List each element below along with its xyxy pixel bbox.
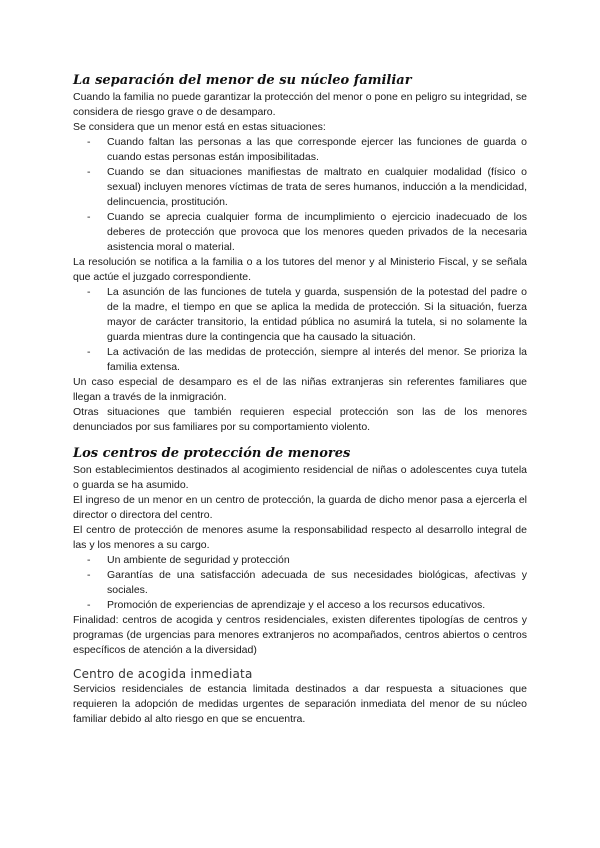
list-item: - Cuando faltan las personas a las que corresponde ejercer las funciones de guarda o cuando estas personas están imposibilitadas. [107, 135, 527, 165]
subsection-title-acogida: Centro de acogida inmediata [73, 667, 253, 681]
paragraph: Se considera que un menor está en estas situaciones: [73, 121, 326, 133]
bullet-list [73, 135, 527, 255]
paragraph: Un caso especial de desamparo es el de las niñas extranjeras sin referentes familiares que llegan a través de la inmigración. [73, 376, 527, 403]
bullet-list [73, 553, 527, 613]
paragraph: Otras situaciones que también requieren especial protección son las de los menores denunciados por sus familiares por su comportamiento violento. [73, 406, 527, 433]
paragraph: El centro de protección de menores asume la responsabilidad respecto al desarrollo integral de las y los menores a su cargo. [73, 524, 527, 551]
list-item: - Promoción de experiencias de aprendizaje y el acceso a los recursos educativos. [107, 598, 527, 613]
document-content [73, 72, 527, 727]
paragraph: Servicios residenciales de estancia limitada destinados a dar respuesta a situaciones que requieren la adopción de medidas urgentes de separación inmediata del menor de su núcleo familiar debido al alto riesgo en que se encuentra. [73, 683, 527, 725]
list-item: - Cuando se dan situaciones manifiestas de maltrato en cualquier modalidad (físico o sexual) incluyen menores víctimas de trata de seres humanos, inducción a la mendicidad, delincuencia, prostitución. [107, 165, 527, 210]
paragraph: Finalidad: centros de acogida y centros residenciales, existen diferentes tipologías de centros y programas (de urgencias para menores extranjeros no acompañados, centros abiertos o centros específicos de atención a la diversidad) [73, 614, 527, 656]
section-title-centros: Los centros de protección de menores [73, 446, 351, 461]
list-item: - Un ambiente de seguridad y protección [107, 553, 527, 568]
paragraph: El ingreso de un menor en un centro de protección, la guarda de dicho menor pasa a ejercerla el director o directora del centro. [73, 494, 527, 521]
paragraph: Son establecimientos destinados al acogimiento residencial de niñas o adolescentes cuya tutela o guarda se ha asumido. [73, 464, 527, 491]
spacer [73, 435, 527, 445]
list-item: - La activación de las medidas de protección, siempre al interés del menor. Se prioriza la familia extensa. [107, 345, 527, 375]
paragraph: Cuando la familia no puede garantizar la protección del menor o pone en peligro su integridad, se considera de riesgo grave o de desamparo. [73, 91, 527, 118]
list-item: - La asunción de las funciones de tutela y guarda, suspensión de la potestad del padre o de la madre, el tiempo en que se aplica la medida de protección. Si la situación, fuerza mayor de carácter transitorio, la entidad pública no asumirá la tutela, si no solamente la guarda mientras dure la contingencia que ha causado la situación. [107, 285, 527, 345]
list-item: - Garantías de una satisfacción adecuada de sus necesidades biológicas, afectivas y sociales. [107, 568, 527, 598]
section-title-separacion: La separación del menor de su núcleo familiar [73, 73, 412, 88]
list-item: - Cuando se aprecia cualquier forma de incumplimiento o ejercicio inadecuado de los deberes de protección que provoca que los menores queden privados de la necesaria asistencia moral o material. [107, 210, 527, 255]
spacer [73, 658, 527, 666]
paragraph: La resolución se notifica a la familia o a los tutores del menor y al Ministerio Fiscal, y se señala que actúe el juzgado correspondiente. [73, 256, 527, 283]
bullet-list [73, 285, 527, 375]
